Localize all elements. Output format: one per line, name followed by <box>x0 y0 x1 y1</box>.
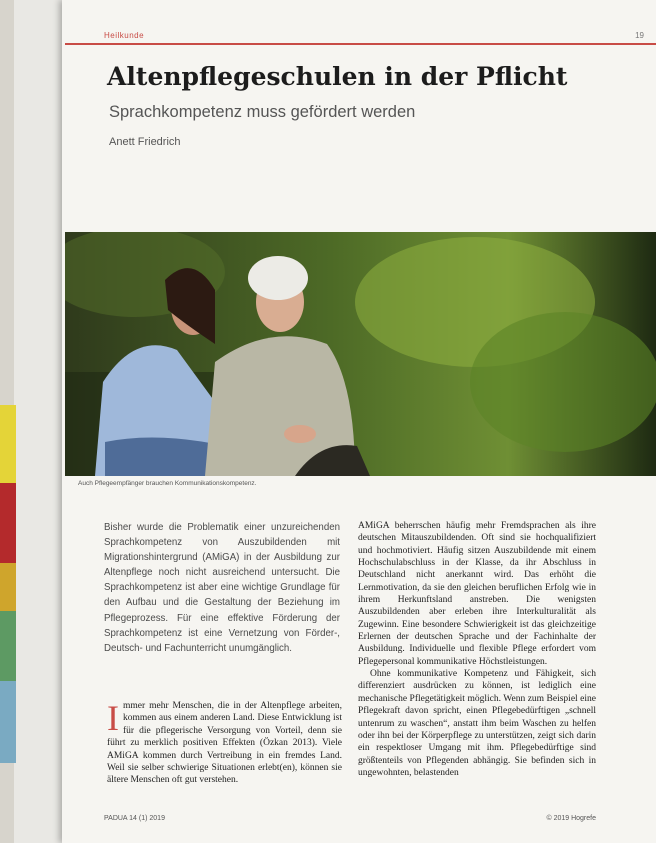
article-subtitle: Sprachkompetenz muss gefördert werden <box>109 103 416 121</box>
article-author: Anett Friedrich <box>109 136 181 148</box>
page-number: 19 <box>635 31 644 40</box>
edge-tab-yellow <box>0 405 16 483</box>
body-left-text: mmer mehr Menschen, die in der Altenpflege arbeiten, kommen aus einem anderen Land. Diese Entwicklung ist für die pflegerische Versorgung von Vorteil, denn sie führt zu merklich positiven Effekten (Özkan 2013). Viele AMiGA kommen durch Vertreibung in ein fremdes Land. Weil sie selber schwierige Situationen erlebt(en), können sie ältere Menschen oft gut verstehen. <box>107 701 342 786</box>
footer-journal: PADUA 14 (1) 2019 <box>104 815 165 822</box>
magazine-page <box>62 0 656 843</box>
edge-tab-green <box>0 611 16 681</box>
article-photo <box>65 232 656 476</box>
photo-caption: Auch Pflegeempfänger brauchen Kommunikationskompetenz. <box>78 480 257 487</box>
body-column-left <box>107 700 342 787</box>
header-rule <box>65 43 656 45</box>
body-right-paragraph-1: AMiGA beherrschen häufig mehr Fremdsprachen als ihre deutschen Mitauszubildenden. Oft sind sie hochqualifiziert und hochmotiviert. Häufig sitzen Auszubildende mit einem Hochschulabschluss in der Klasse, da ihr Abschluss in Deutschland nicht anerkannt wird. Das erhöht die Lernmotivation, da sie den gleichen beruflichen Erfolg wie in ihrem Herkunftsland anstreben. Die wenigsten Auszubildenden aber erleben ihre Interkulturalität als Zugewinn. Eine besondere Schwierigkeit ist das gleichzeitige Erlernen der deutschen Sprache und der Fachinhalte der Ausbildung. Individuelle und flexible Pflege erfordert vom Pflegepersonal kommunikative Höchstleistungen. <box>358 521 596 667</box>
edge-tab-gold <box>0 563 16 611</box>
edge-tab-red <box>0 483 16 563</box>
edge-tab-blue <box>0 681 16 763</box>
section-label: Heilkunde <box>104 31 145 40</box>
article-title: Altenpflegeschulen in der Pflicht <box>107 62 568 91</box>
footer-copyright: © 2019 Hogrefe <box>546 815 596 822</box>
intro-paragraph: Bisher wurde die Problematik einer unzureichenden Sprachkompetenz von Auszubildenden mit Migrationshintergrund (AMiGA) in der Ausbildung zur Altenpflege noch nicht ausreichend untersucht. Die Sprachkompetenz ist aber eine wichtige Grundlage für den Aufbau und die Gestaltung der Beziehung im Pflegeprozess. Für eine effektive Förderung der Sprachkompetenz ist eine Vernetzung von Förder-, Deutsch- und Fachunterricht unumgänglich. <box>104 522 340 654</box>
drop-cap: I <box>107 698 119 738</box>
body-column-right <box>358 520 596 779</box>
body-right-paragraph-2: Ohne kommunikative Kompetenz und Fähigkeit, sich differenziert ausdrücken zu können, ist lediglich eine mechanische Pflegetätigkeit möglich. Wenn zum Beispiel eine Pflegekraft davon spricht, einen Pflegebedürftigen „schnell untenrum zu waschen“, anstatt ihm beim Waschen zu helfen oder ihn bei der Körperpflege zu unterstützen, zeigt sich darin ein respektloser Umgang mit ihm. Pflegebedürftige sind größtenteils von Pflegenden abhängig. Sie befinden sich in ungewohnten, belastenden <box>358 669 596 778</box>
